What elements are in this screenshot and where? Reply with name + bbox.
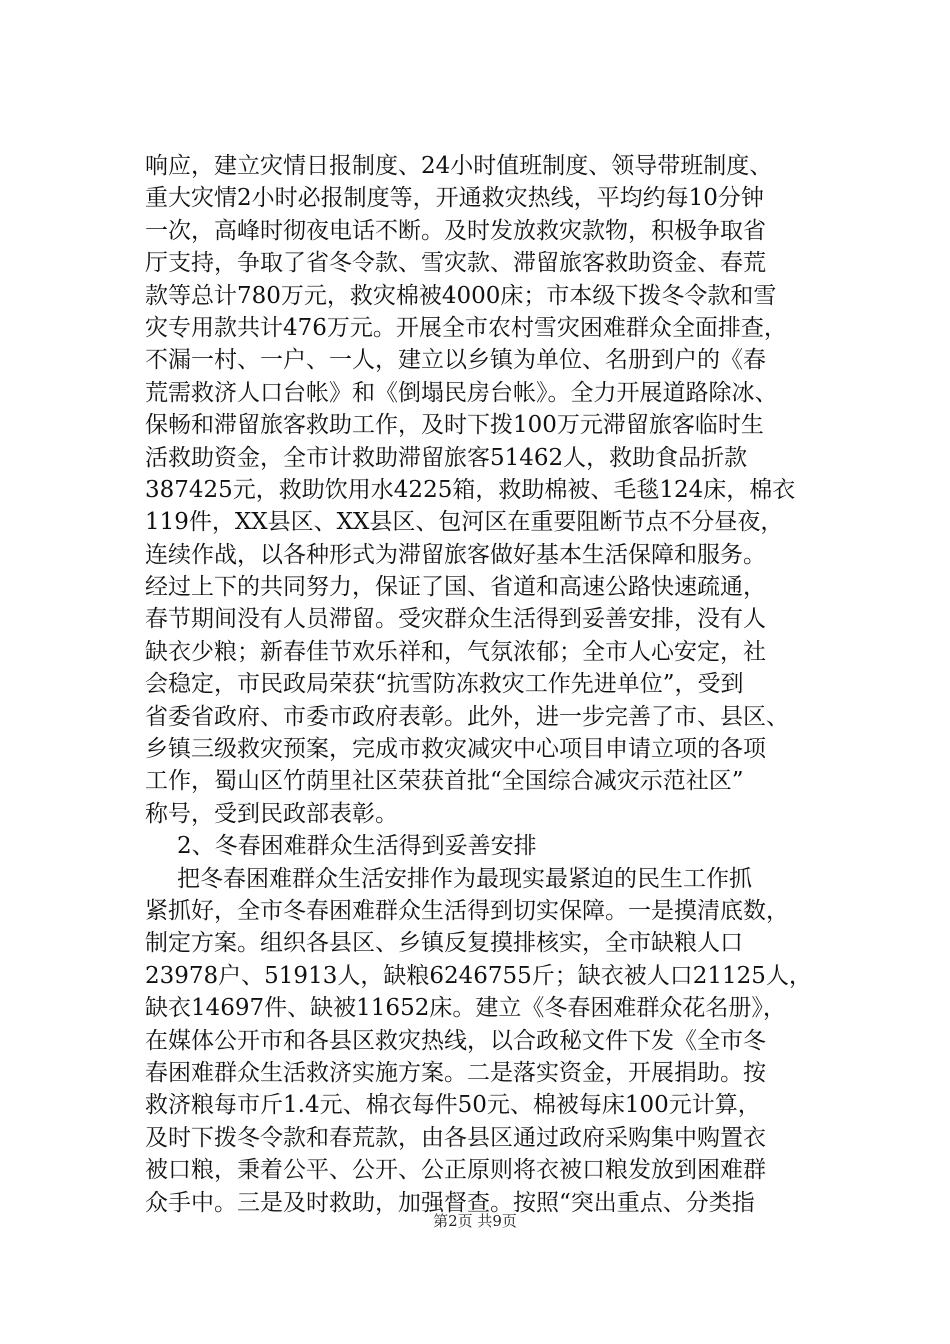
text-line: 春节期间没有人员滞留。受灾群众生活得到妥善安排，没有人 xyxy=(145,606,766,633)
text-line: 厅支持，争取了省冬令款、雪灾款、滞留旅客救助资金、春荒 xyxy=(145,250,766,277)
text-line: 荒需救济人口台帐》和《倒塌民房台帐》。全力开展道路除冰、 xyxy=(145,379,778,406)
text-line: 及时下拨冬令款和春荒款，由各县区通过政府采购集中购置衣 xyxy=(145,1124,766,1151)
text-line: 春困难群众生活救济实施方案。二是落实资金，开展捐助。按 xyxy=(145,1059,766,1086)
text-line: 保畅和滞留旅客救助工作，及时下拨100万元滞留旅客临时生 xyxy=(145,412,764,439)
text-line: 一次，高峰时彻夜电话不断。及时发放救灾款物，积极争取省 xyxy=(145,217,766,244)
text-line: 119件，XX县区、XX县区、包河区在重要阻断节点不分昼夜， xyxy=(145,509,784,536)
text-line: 紧抓好，全市冬春困难群众生活得到切实保障。一是摸清底数， xyxy=(145,897,789,924)
text-line: 被口粮，秉着公平、公开、公正原则将衣被口粮发放到困难群 xyxy=(145,1157,766,1184)
text-line: 把冬春困难群众生活安排作为最现实最紧迫的民生工作抓 xyxy=(177,865,752,892)
paragraph-1 xyxy=(145,150,825,830)
text-line: 在媒体公开市和各县区救灾热线，以合政秘文件下发《全市冬 xyxy=(145,1027,766,1054)
text-line: 款等总计780万元，救灾棉被4000床；市本级下拨冬令款和雪 xyxy=(145,282,777,309)
text-line: 响应，建立灾情日报制度、24小时值班制度、领导带班制度、 xyxy=(145,153,773,179)
text-line: 省委省政府、市委市政府表彰。此外，进一步完善了市、县区、 xyxy=(145,703,789,730)
text-line: 工作，蜀山区竹荫里社区荣获首批“全国综合减灾示范社区” xyxy=(145,768,744,795)
text-line: 387425元，救助饮用水4225箱，救助棉被、毛毯124床，棉衣 xyxy=(145,476,796,503)
text-line: 连续作战，以各种形式为滞留旅客做好基本生活保障和服务。 xyxy=(145,541,766,568)
section-heading: 2、冬春困难群众生活得到妥善安排 xyxy=(177,833,537,860)
text-line: 乡镇三级救灾预案，完成市救灾减灾中心项目申请立项的各项 xyxy=(145,736,766,763)
text-line: 不漏一村、一户、一人，建立以乡镇为单位、名册到户的《春 xyxy=(145,347,766,374)
text-line: 经过上下的共同努力，保证了国、省道和高速公路快速疏通， xyxy=(145,574,766,601)
text-line: 制定方案。组织各县区、乡镇反复摸排核实，全市缺粮人口 xyxy=(145,930,743,957)
text-line: 缺衣14697件、缺被11652床。建立《冬春困难群众花名册》， xyxy=(145,995,786,1022)
text-line: 救济粮每市斤1.4元、棉衣每件50元、棉被每床100元计算， xyxy=(145,1092,761,1119)
paragraph-2 xyxy=(145,863,825,1219)
text-line: 众手中。三是及时救助，加强督查。按照“突出重点、分类指 xyxy=(145,1189,755,1216)
text-line: 缺衣少粮；新春佳节欢乐祥和，气氛浓郁；全市人心安定，社 xyxy=(145,638,766,665)
page-footer xyxy=(0,1211,950,1231)
page-number: 第2页 共9页 xyxy=(433,1212,517,1230)
text-line: 23978户、51913人，缺粮6246755斤；缺衣被人口21125人， xyxy=(145,962,812,989)
text-line: 称号，受到民政部表彰。 xyxy=(145,800,398,827)
text-line: 会稳定，市民政局荣获“抗雪防冻救灾工作先进单位”，受到 xyxy=(145,671,744,698)
document-body xyxy=(145,150,825,1219)
text-line: 活救助资金，全市计救助滞留旅客51462人，救助食品折款 xyxy=(145,444,748,471)
text-line: 灾专用款共计476万元。开展全市农村雪灾困难群众全面排查， xyxy=(145,314,787,341)
text-line: 重大灾情2小时必报制度等，开通救灾热线，平均约每10分钟 xyxy=(145,185,764,212)
